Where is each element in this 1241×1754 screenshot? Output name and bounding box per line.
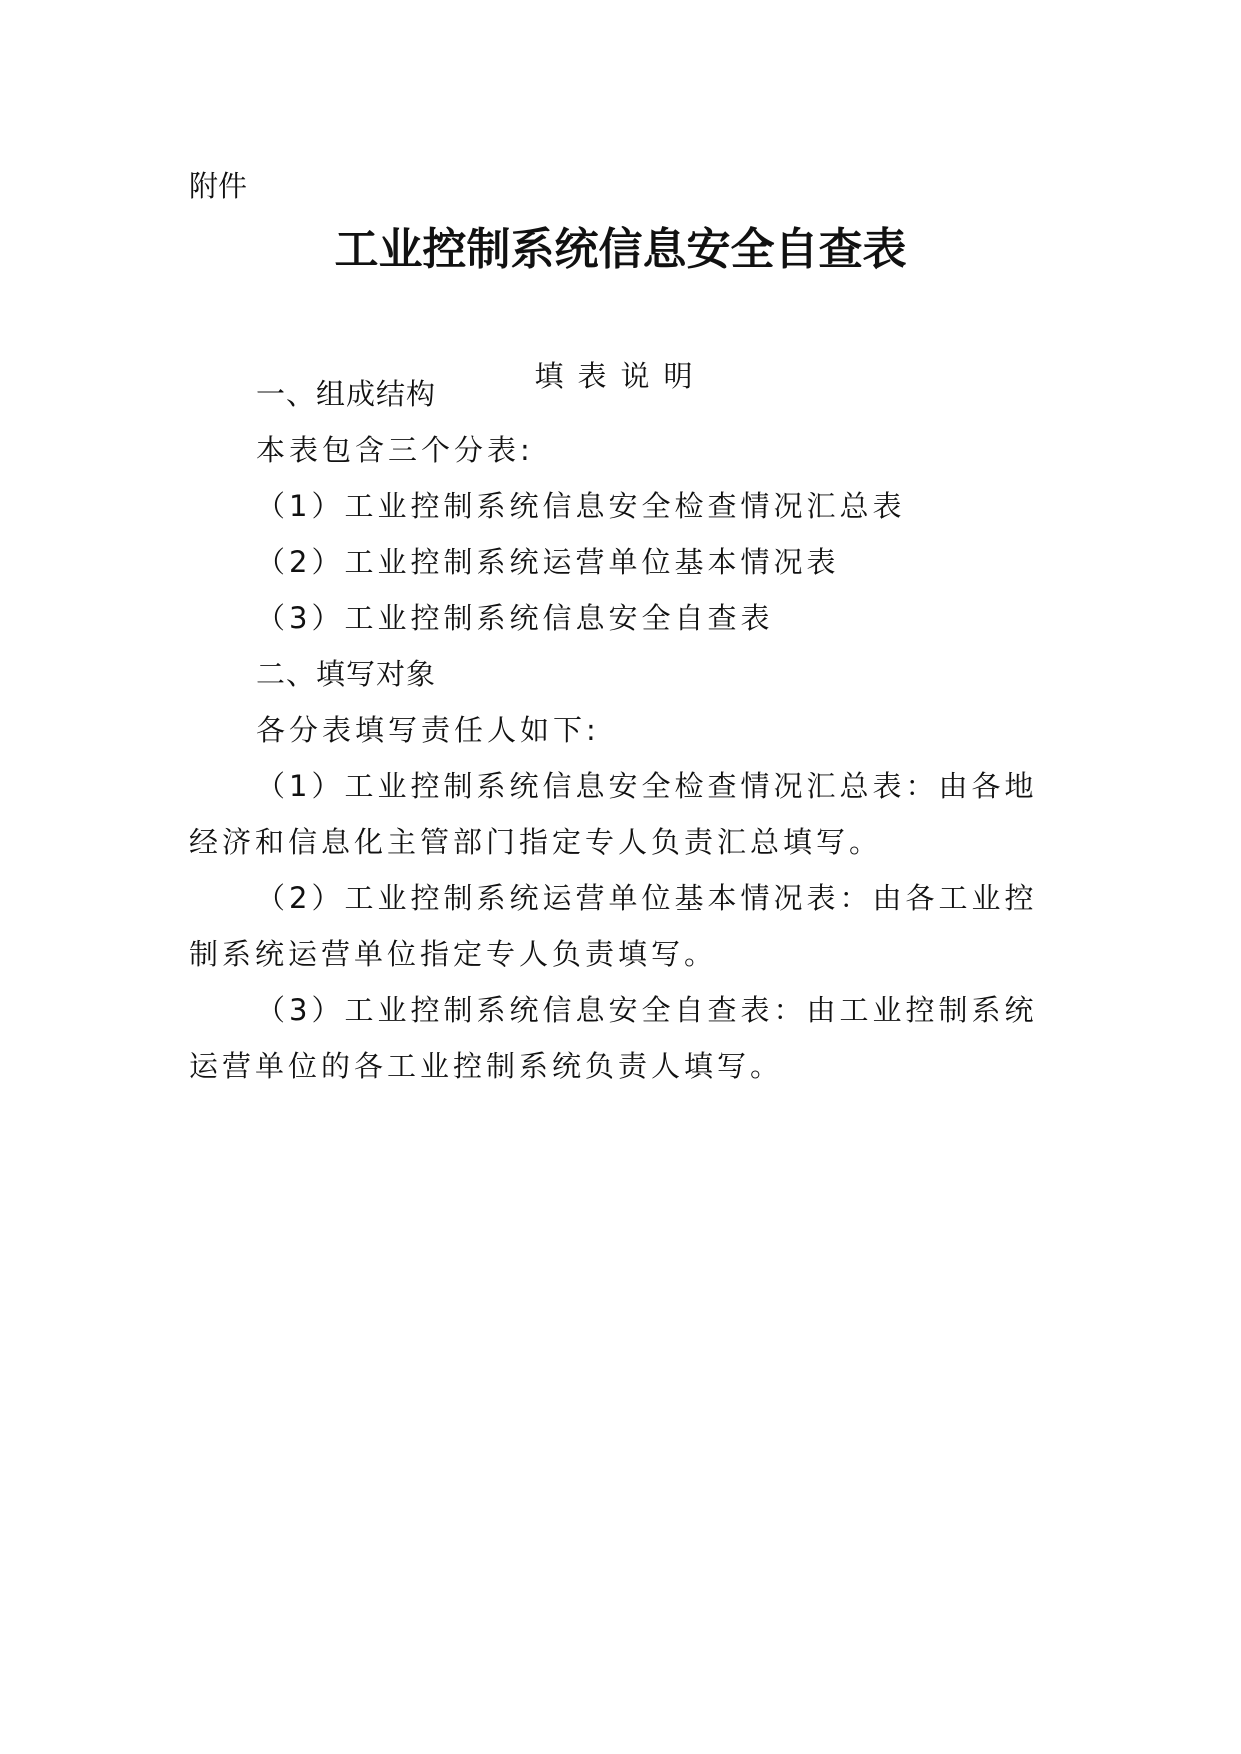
- section-heading-structure: 一、组成结构: [256, 377, 437, 411]
- paragraph-self-check-line-2: 运营单位的各工业控制系统负责人填写。: [189, 1049, 784, 1083]
- section-intro-structure: 本表包含三个分表:: [256, 433, 534, 467]
- paragraph-operator-line-2: 制系统运营单位指定专人负责填写。: [189, 937, 718, 971]
- paragraph-operator-line-1: （2）工业控制系统运营单位基本情况表：由各工业控: [256, 881, 1038, 915]
- paragraph-summary-line-2: 经济和信息化主管部门指定专人负责汇总填写。: [189, 825, 883, 859]
- list-item-summary-table: （1）工业控制系统信息安全检查情况汇总表: [256, 489, 906, 523]
- page-title: 工业控制系统信息安全自查表: [334, 224, 907, 275]
- paragraph-summary-line-1: （1）工业控制系统信息安全检查情况汇总表：由各地: [256, 769, 1038, 803]
- section-intro-respondents: 各分表填写责任人如下:: [256, 713, 600, 747]
- section-heading-respondents: 二、填写对象: [256, 657, 437, 691]
- paragraph-self-check-line-1: （3）工业控制系统信息安全自查表：由工业控制系统: [256, 993, 1038, 1027]
- attachment-label: 附件: [189, 169, 248, 203]
- form-instructions-heading: 填表说明: [534, 359, 707, 393]
- list-item-self-check-table: （3）工业控制系统信息安全自查表: [256, 601, 774, 635]
- list-item-operator-info-table: （2）工业控制系统运营单位基本情况表: [256, 545, 840, 579]
